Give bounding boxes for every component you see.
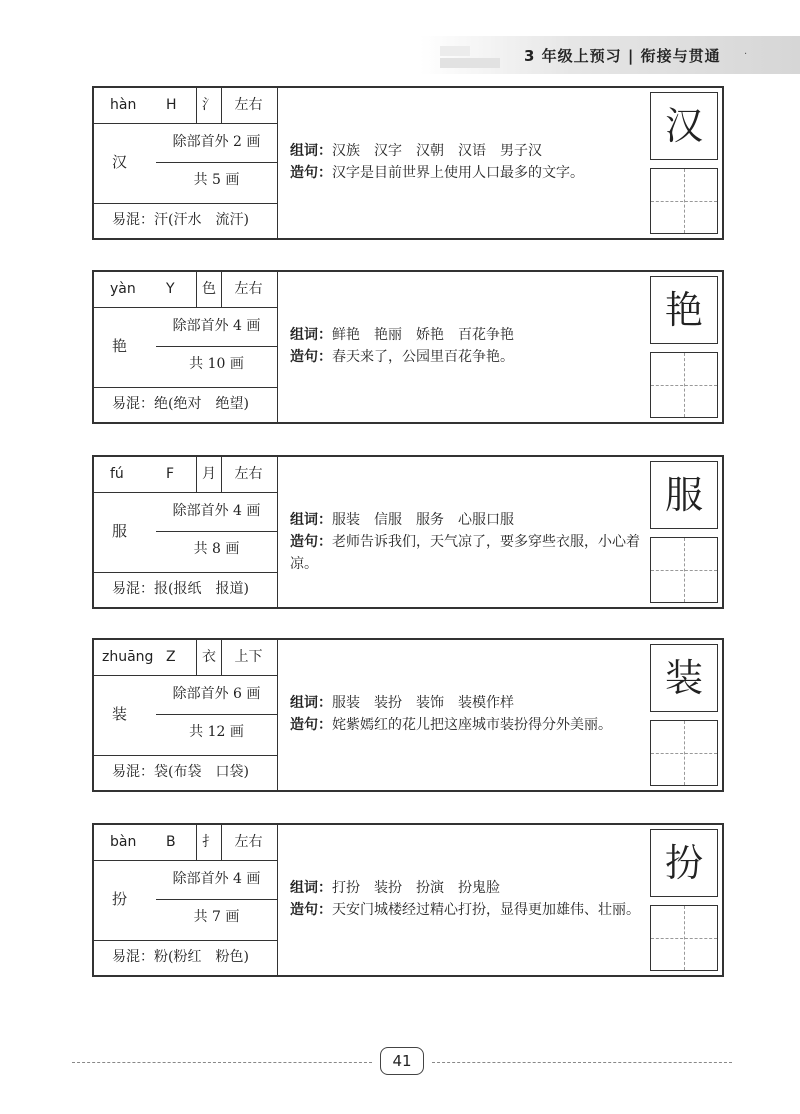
- character-small: 汉: [112, 153, 128, 171]
- strokes-except-radical: 除部首外 4 画: [172, 318, 261, 334]
- header-decoration: [440, 46, 470, 56]
- sentence-label: 造句：: [290, 534, 332, 550]
- words: 汉族 汉字 汉朝 汉语 男子汉: [332, 143, 542, 159]
- character-card: [92, 638, 724, 792]
- confusable-character: 易混：报(报纸 报道): [112, 581, 249, 597]
- structure: 左右: [234, 281, 263, 297]
- words-label: 组词：: [290, 512, 332, 528]
- strokes-except-radical: 除部首外 4 画: [172, 871, 261, 887]
- character-small: 艳: [112, 337, 128, 355]
- divider: [156, 531, 277, 532]
- strokes-total: 共 7 画: [193, 909, 240, 925]
- sentence-line: [290, 346, 646, 368]
- word-line: [290, 324, 646, 346]
- character-large: 扮: [650, 829, 718, 897]
- words: 鲜艳 艳丽 娇艳 百花争艳: [332, 327, 514, 343]
- pinyin: zhuāng: [102, 649, 154, 665]
- footer-dashed-line: [72, 1062, 372, 1063]
- structure: 左右: [234, 466, 263, 482]
- words: 服装 信服 服务 心服口服: [332, 512, 514, 528]
- practice-grid[interactable]: [650, 537, 718, 603]
- footer-dashed-line: [432, 1062, 732, 1063]
- character-large: 汉: [650, 92, 718, 160]
- pinyin: fú: [110, 466, 124, 482]
- radical: 月: [196, 457, 222, 492]
- structure: 左右: [234, 834, 263, 850]
- stroke-row: [94, 676, 277, 756]
- sentence: 老师告诉我们，天气凉了，要多穿些衣服，小心着凉。: [290, 534, 640, 572]
- pinyin-row: [94, 825, 277, 861]
- radical: 色: [196, 272, 222, 307]
- initial-letter: F: [166, 466, 175, 482]
- stroke-row: [94, 493, 277, 573]
- word-line: [290, 140, 646, 162]
- character-card: [92, 86, 724, 240]
- pinyin: bàn: [110, 834, 137, 850]
- structure: 左右: [234, 97, 263, 113]
- character-small: 扮: [112, 890, 128, 908]
- words-label: 组词：: [290, 143, 332, 159]
- character-card: [92, 455, 724, 609]
- word-sentence-block: [290, 140, 646, 184]
- strokes-total: 共 12 画: [189, 724, 244, 740]
- sentence-label: 造句：: [290, 902, 332, 918]
- words-label: 组词：: [290, 327, 332, 343]
- word-sentence-block: [290, 509, 646, 575]
- divider: [156, 714, 277, 715]
- strokes-except-radical: 除部首外 4 画: [172, 503, 261, 519]
- character-large: 服: [650, 461, 718, 529]
- words: 服装 装扮 装饰 装模作样: [332, 695, 514, 711]
- divider: [156, 899, 277, 900]
- strokes-total: 共 5 画: [193, 172, 240, 188]
- confusable-character: 易混：汗(汗水 流汗): [112, 212, 249, 228]
- radical: 扌: [196, 825, 222, 860]
- practice-grid[interactable]: [650, 905, 718, 971]
- grid-guide-v: [684, 906, 685, 970]
- character-large: 装: [650, 644, 718, 712]
- sentence-line: [290, 162, 646, 184]
- practice-grid[interactable]: [650, 720, 718, 786]
- sentence-label: 造句：: [290, 349, 332, 365]
- stroke-row: [94, 124, 277, 204]
- character-info-panel: [94, 272, 278, 422]
- character-small: 服: [112, 522, 128, 540]
- sentence-line: [290, 714, 646, 736]
- word-line: [290, 692, 646, 714]
- header-decoration: [440, 58, 500, 68]
- word-line: [290, 877, 646, 899]
- character-info-panel: [94, 457, 278, 607]
- sentence-label: 造句：: [290, 717, 332, 733]
- grid-guide-v: [684, 169, 685, 233]
- sentence: 春天来了，公园里百花争艳。: [332, 349, 514, 365]
- word-sentence-block: [290, 877, 646, 921]
- page-number: 41: [380, 1047, 424, 1075]
- pinyin-row: [94, 640, 277, 676]
- words: 打扮 装扮 扮演 扮鬼脸: [332, 880, 500, 896]
- character-card: [92, 823, 724, 977]
- initial-letter: B: [166, 834, 176, 850]
- strokes-except-radical: 除部首外 2 画: [172, 134, 261, 150]
- words-label: 组词：: [290, 880, 332, 896]
- confusable-character: 易混：袋(布袋 口袋): [112, 764, 249, 780]
- strokes-total: 共 8 画: [193, 541, 240, 557]
- sentence: 姹紫嫣红的花儿把这座城市装扮得分外美丽。: [332, 717, 612, 733]
- word-line: [290, 509, 646, 531]
- radical: 衣: [196, 640, 222, 675]
- pinyin: yàn: [110, 281, 136, 297]
- grid-guide-v: [684, 721, 685, 785]
- word-sentence-block: [290, 324, 646, 368]
- practice-grid[interactable]: [650, 168, 718, 234]
- pinyin: hàn: [110, 97, 137, 113]
- character-info-panel: [94, 88, 278, 238]
- word-sentence-block: [290, 692, 646, 736]
- stroke-row: [94, 308, 277, 388]
- sentence: 汉字是目前世界上使用人口最多的文字。: [332, 165, 584, 181]
- header-marker: ·: [744, 49, 748, 60]
- sentence-label: 造句：: [290, 165, 332, 181]
- pinyin-row: [94, 88, 277, 124]
- grid-guide-v: [684, 353, 685, 417]
- sentence: 天安门城楼经过精心打扮，显得更加雄伟、壮丽。: [332, 902, 640, 918]
- confusable-character: 易混：绝(绝对 绝望): [112, 396, 249, 412]
- strokes-except-radical: 除部首外 6 画: [172, 686, 261, 702]
- pinyin-row: [94, 457, 277, 493]
- page-header-title: 3 年级上预习 | 衔接与贯通: [524, 47, 721, 65]
- radical: 氵: [196, 88, 222, 123]
- character-large: 艳: [650, 276, 718, 344]
- divider: [156, 162, 277, 163]
- stroke-row: [94, 861, 277, 941]
- strokes-total: 共 10 画: [189, 356, 244, 372]
- practice-grid[interactable]: [650, 352, 718, 418]
- initial-letter: H: [166, 97, 177, 113]
- grid-guide-v: [684, 538, 685, 602]
- initial-letter: Y: [166, 281, 175, 297]
- character-small: 装: [112, 705, 128, 723]
- character-card: [92, 270, 724, 424]
- structure: 上下: [234, 649, 263, 665]
- pinyin-row: [94, 272, 277, 308]
- initial-letter: Z: [166, 649, 176, 665]
- words-label: 组词：: [290, 695, 332, 711]
- sentence-line: [290, 531, 646, 575]
- sentence-line: [290, 899, 646, 921]
- confusable-character: 易混：粉(粉红 粉色): [112, 949, 249, 965]
- character-info-panel: [94, 640, 278, 790]
- character-info-panel: [94, 825, 278, 975]
- divider: [156, 346, 277, 347]
